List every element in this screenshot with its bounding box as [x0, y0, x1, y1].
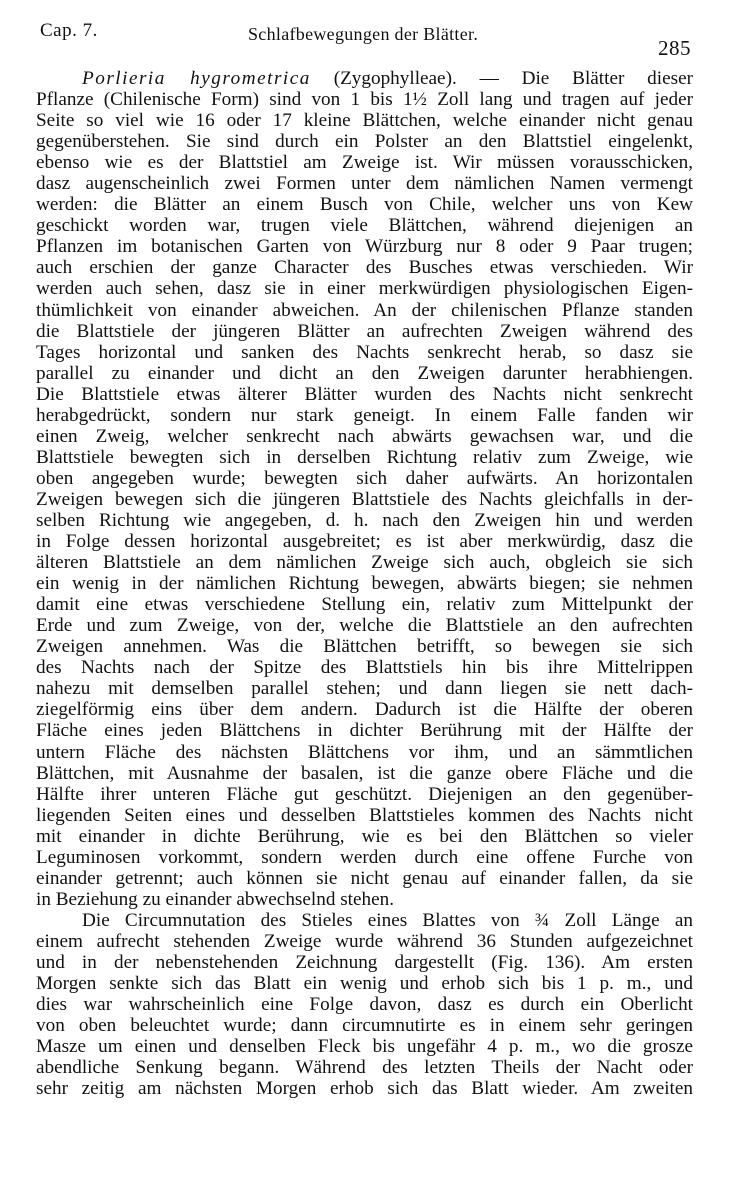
text-line: in Beziehung zu einander abwechselnd stehen.	[36, 888, 395, 910]
text-line: sehr zeitig am nächsten Morgen erhob sich das Blatt wieder. Am zweiten	[36, 1078, 693, 1100]
text-line: Seite so viel wie 16 oder 17 kleine Blättchen, welche einander nicht genau	[36, 110, 693, 132]
text-line: oben angegeben wurde; bewegten sich daher aufwärts. An horizontalen	[36, 467, 693, 489]
text-line: Fläche eines jeden Blättchens in dichter Berührung mit der Hälfte der	[36, 720, 693, 742]
paragraph-porlieria	[36, 68, 693, 910]
text-line: Zweigen annehmen. Was die Blättchen betrifft, so bewegen sie sich	[36, 636, 693, 658]
text-line: die Blattstiele der jüngeren Blätter an aufrechten Zweigen während des	[36, 320, 693, 342]
text-line: Die Circumnutation des Stieles eines Blattes von ¾ Zoll Länge an	[82, 909, 693, 931]
text-line: Masze um einen und denselben Fleck bis ungefähr 4 p. m., wo die grosze	[36, 1036, 693, 1058]
text-line: abendliche Senkung begann. Während des letzten Theils der Nacht oder	[36, 1057, 693, 1079]
text-line: einem aufrecht stehenden Zweige wurde während 36 Stunden aufgezeichnet	[36, 930, 693, 952]
text-line: des Nachts nach der Spitze des Blattstiels hin bis ihre Mittelrippen	[36, 657, 693, 679]
text-line: Pflanze (Chilenische Form) sind von 1 bis 1½ Zoll lang und tragen auf jeder	[36, 89, 693, 111]
text-line: ziegelförmig eins über dem andern. Dadurch ist die Hälfte der oberen	[36, 699, 693, 721]
text-line: untern Fläche des nächsten Blättchens vor ihm, und an sämmtlichen	[36, 741, 693, 763]
text-line: Blattstiele bewegten sich in derselben Richtung relativ zum Zweige, wie	[36, 446, 693, 468]
text-line: mit einander in dichte Berührung, wie es bei den Blättchen so vieler	[36, 825, 693, 847]
text-line: thümlichkeit von einander abweichen. An der chilenischen Pflanze standen	[36, 299, 693, 321]
text-line: einander getrennt; auch können sie nicht genau auf einander fallen, da sie	[36, 867, 693, 889]
text-line: Tages horizontal und sanken des Nachts senkrecht herab, so dasz sie	[36, 341, 693, 363]
text-line: Pflanzen im botanischen Garten von Würzburg nur 8 oder 9 Paar trugen;	[36, 236, 693, 258]
page-number: 285	[658, 36, 691, 60]
text-line: in Folge dessen horizontal ausgebreitet; es ist aber merkwürdig, dasz die	[36, 531, 693, 553]
text-line: parallel zu einander und dicht an den Zweigen darunter herabhiengen.	[36, 362, 693, 384]
text-line: Zweigen bewegen sich die jüngeren Blattstiele des Nachts gleichfalls in der-	[36, 488, 693, 510]
text-line: auch erschien der ganze Character des Busches etwas verschieden. Wir	[36, 257, 693, 279]
text-line: Morgen senkte sich das Blatt ein wenig und erhob sich bis 1 p. m., und	[36, 973, 693, 995]
text-line: liegenden Seiten eines und desselben Blattstieles kommen des Nachts nicht	[36, 804, 693, 826]
running-title: Schlafbewegungen der Blätter.	[248, 24, 479, 44]
paragraph-circumnutation	[36, 910, 693, 1099]
text-line-rest: (Zygophylleae). — Die Blätter dieser	[310, 68, 693, 89]
text-line: selben Richtung wie angegeben, d. h. nach den Zweigen hin und werden	[36, 509, 693, 531]
text-line	[36, 68, 693, 89]
body-text	[36, 68, 693, 1099]
text-line: älteren Blattstiele an dem nämlichen Zweige sich auch, obgleich sie sich	[36, 552, 693, 574]
text-line: Die Blattstiele etwas älterer Blätter wurden des Nachts nicht senkrecht	[36, 383, 693, 405]
text-line: dies war wahrscheinlich eine Folge davon, dasz es durch ein Oberlicht	[36, 994, 693, 1016]
text-line: dasz augenscheinlich zwei Formen unter dem nämlichen Namen vermengt	[36, 173, 693, 195]
text-line: ebenso wie es der Blattstiel am Zweige ist. Wir müssen vorausschicken,	[36, 152, 693, 174]
text-line: gegenüberstehen. Sie sind durch ein Polster an den Blattstiel eingelenkt,	[36, 131, 693, 153]
text-line: von oben beleuchtet wurde; dann circumnutirte es in einem sehr geringen	[36, 1015, 693, 1037]
text-line: werden: die Blätter an einem Busch von Chile, welcher uns von Kew	[36, 194, 693, 216]
text-line: ein wenig in der nämlichen Richtung bewegen, abwärts biegen; sie nehmen	[36, 573, 693, 595]
text-line: Blättchen, mit Ausnahme der basalen, ist die ganze obere Fläche und die	[36, 762, 693, 784]
text-line: und in der nebenstehenden Zeichnung dargestellt (Fig. 136). Am ersten	[36, 951, 693, 973]
chapter-label: Cap. 7.	[40, 20, 98, 41]
text-line: einen Zweig, welcher senkrecht nach abwärts gewachsen war, und die	[36, 425, 693, 447]
species-name: Porlieria hygrometrica	[82, 68, 311, 89]
running-header	[36, 16, 695, 60]
text-line: damit eine etwas verschiedene Stellung ein, relativ zum Mittelpunkt der	[36, 594, 693, 616]
text-line: nahezu mit demselben parallel stehen; und dann liegen sie nett dach-	[36, 678, 693, 700]
text-line: geschickt worden war, trugen viele Blättchen, während diejenigen an	[36, 215, 693, 237]
text-line: Leguminosen vorkommt, sondern werden durch eine offene Furche von	[36, 846, 693, 868]
text-line: Hälfte ihrer unteren Fläche gut geschützt. Diejenigen an den gegenüber-	[36, 783, 693, 805]
text-line: werden auch sehen, dasz sie in einer merkwürdigen physiologischen Eigen-	[36, 278, 693, 300]
text-line: Erde und zum Zweige, von der, welche die Blattstiele an den aufrechten	[36, 615, 693, 637]
text-line: herabgedrückt, sondern nur stark geneigt. In einem Falle fanden wir	[36, 404, 693, 426]
